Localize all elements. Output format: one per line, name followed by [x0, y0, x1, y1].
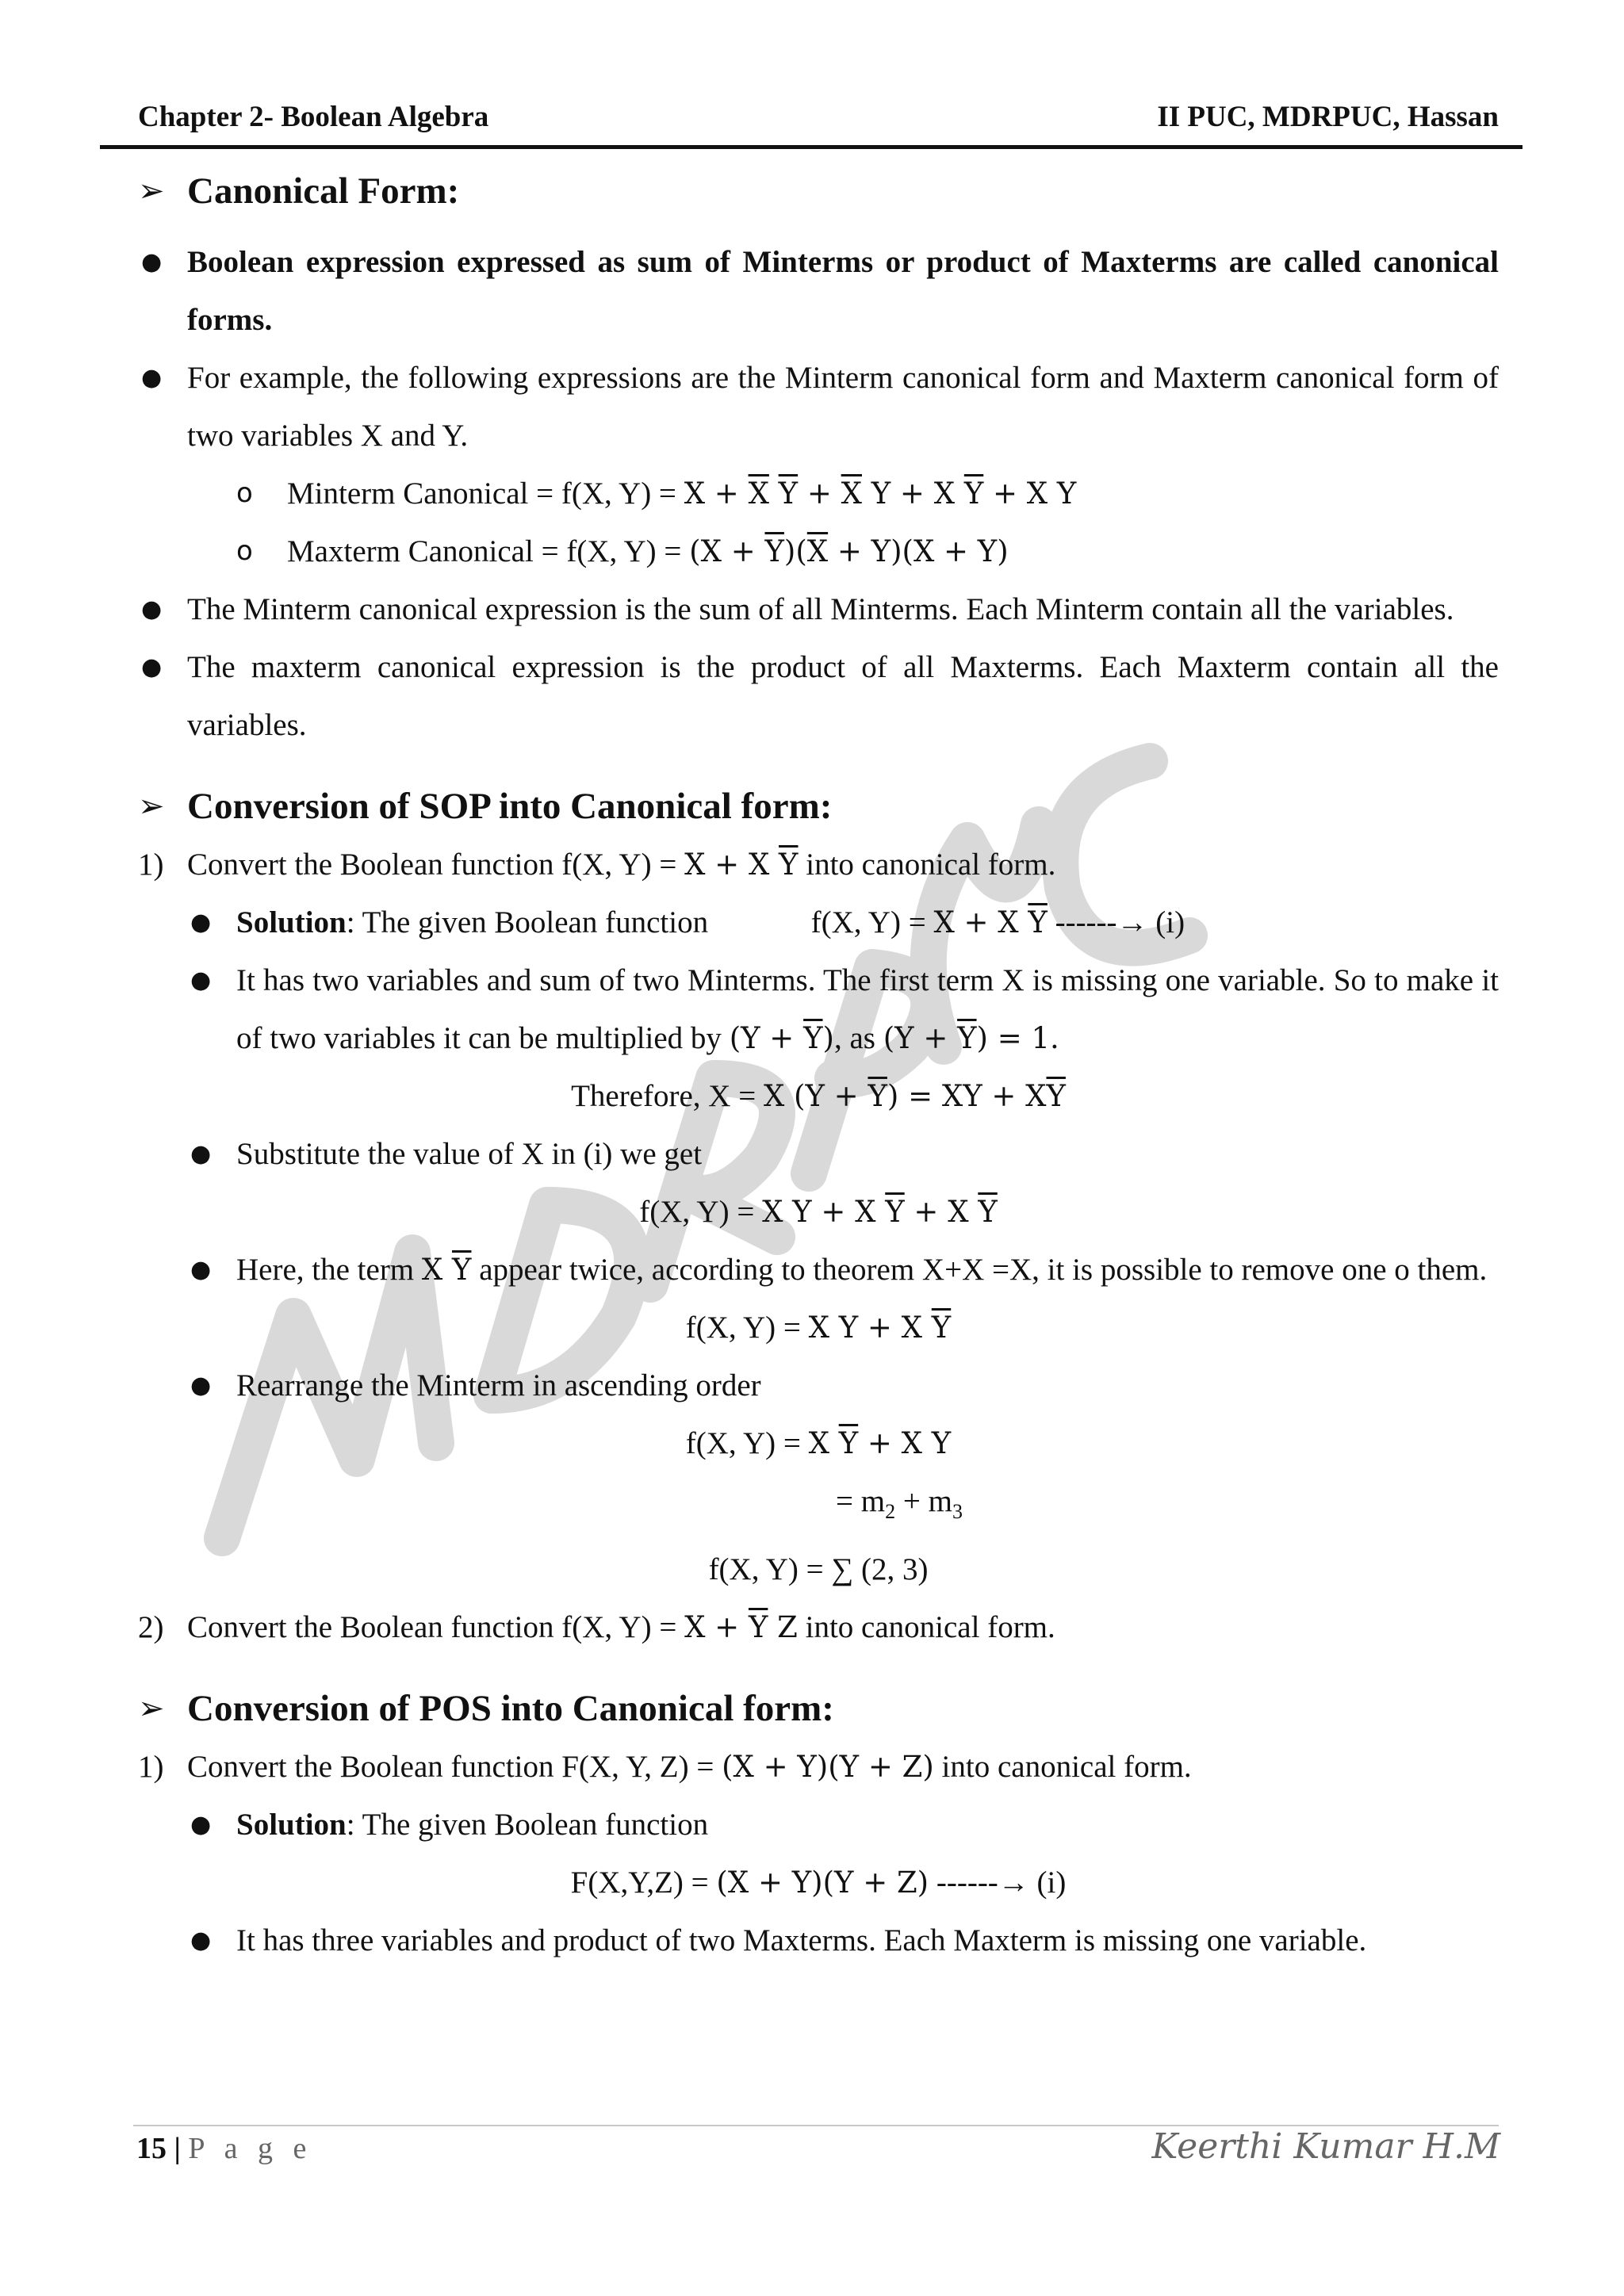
- maxterm-label: Maxterm Canonical = f(X, Y) =: [287, 534, 690, 568]
- expression: X + X $\overline{Y}$: [933, 905, 1048, 939]
- equation-label: f(X, Y) =: [639, 1195, 763, 1229]
- list-item: [138, 1241, 1499, 1299]
- equation-line: [138, 1183, 1499, 1241]
- solution-label: Solution: [236, 1807, 347, 1842]
- paragraph-text: appear twice, according to theorem X+X =X, it is possible to remove one o them.: [471, 1253, 1488, 1287]
- paragraph-text: The maxterm canonical expression is the product of all Maxterms. Each Maxterm contain all the variables.: [187, 650, 1499, 742]
- list-item: [138, 1357, 1499, 1414]
- equation-label: f(X, Y) =: [685, 1311, 809, 1345]
- bullet-icon: ●: [190, 1140, 212, 1168]
- arrow-bullet-icon: ➢: [138, 1689, 165, 1727]
- equation-line: [138, 1414, 1499, 1472]
- header-institution: II PUC, MDRPUC, Hassan: [1157, 101, 1499, 133]
- solution-label: Solution: [236, 905, 347, 939]
- list-item: [138, 638, 1499, 754]
- minterm-sum: = m: [836, 1484, 886, 1518]
- list-item: [138, 522, 1499, 580]
- expression: X Y + X $\overline{Y} + X$ $\overline{Y}$: [762, 1195, 998, 1229]
- expression: (X + Y)(Y + Z): [722, 1749, 934, 1784]
- list-item: [138, 1911, 1499, 1969]
- solution-text: : The given Boolean function: [346, 905, 709, 939]
- question-number: 1): [138, 1749, 164, 1784]
- paragraph-text: , as: [833, 1021, 883, 1055]
- bullet-icon: ●: [190, 909, 212, 936]
- question-item: [138, 836, 1499, 894]
- equation-label: Therefore, X =: [571, 1079, 764, 1113]
- bullet-icon: ●: [141, 248, 163, 276]
- section-heading-sop-conversion: [138, 778, 1499, 836]
- section-title: Conversion of POS into Canonical form:: [187, 1687, 834, 1729]
- list-item: [138, 349, 1499, 465]
- paragraph-text: The Minterm canonical expression is the sum of all Minterms. Each Minterm contain all the variables.: [187, 592, 1454, 626]
- arrow-bullet-icon: ➢: [138, 788, 165, 825]
- list-item: [138, 894, 1499, 951]
- equation-line: [138, 1299, 1499, 1357]
- page-number: [136, 2131, 312, 2166]
- header-chapter-title: Chapter 2- Boolean Algebra: [138, 101, 489, 133]
- page-content: [138, 163, 1499, 1969]
- section-heading-canonical-form: [138, 163, 1499, 220]
- question-text: Convert the Boolean function f(X, Y) =: [187, 848, 685, 882]
- definition-text: Boolean expression expressed as sum of Minterms or product of Maxterms are called canonical forms.: [187, 245, 1499, 337]
- expression: (X + Y)(Y + Z): [716, 1865, 929, 1900]
- expression: $X + \overline{Y}$ Z: [684, 1609, 798, 1644]
- equation-label: f(X, Y) =: [685, 1426, 809, 1460]
- example-text: For example, the following expressions are the Minterm canonical form and Maxterm canonical form of two variables X and Y.: [187, 361, 1499, 453]
- question-item: [138, 1738, 1499, 1796]
- bullet-icon: ●: [190, 1372, 212, 1399]
- list-item: [138, 465, 1499, 522]
- list-item: [138, 233, 1499, 349]
- maxterm-expression: $(X + \overline{Y})(\overline{X} + Y)(X + Y)$: [689, 534, 1009, 568]
- equation-label: F(X,Y,Z) =: [570, 1865, 717, 1900]
- equation-line: [138, 1540, 1499, 1598]
- question-number: 1): [138, 848, 164, 882]
- page-number-value: 15: [136, 2132, 167, 2165]
- expression: X $\overline{Y}$: [421, 1253, 472, 1287]
- paragraph-text: Here, the term: [236, 1253, 422, 1287]
- arrow-bullet-icon: ➢: [138, 173, 165, 209]
- expression: $(Y + \overline{Y})$: [729, 1021, 834, 1055]
- section-title: Canonical Form:: [187, 170, 460, 212]
- paragraph-text: It has two variables and sum of two Minterms. The first term X is missing one variable. So to make it of two variables it can be multiplied by: [236, 963, 1499, 1055]
- minterm-label: Minterm Canonical = f(X, Y) =: [287, 476, 684, 511]
- question-text: Convert the Boolean function f(X, Y) =: [187, 1609, 685, 1644]
- equation-line: [138, 1854, 1499, 1911]
- expression: $(Y + \overline{Y}) = 1$.: [883, 1021, 1059, 1055]
- equation-line: = $m_2 + m_3$: [836, 1484, 963, 1523]
- header-rule: [100, 145, 1522, 149]
- equation-tag: ------→ (i): [929, 1865, 1067, 1900]
- sigma-notation: f(X, Y) = ∑ (2, 3): [708, 1552, 929, 1586]
- bullet-icon: ●: [141, 595, 163, 623]
- question-text: into canonical form.: [798, 848, 1056, 882]
- page-separator: |: [167, 2132, 189, 2165]
- circle-bullet-icon: o: [236, 477, 253, 509]
- paragraph-text: Rearrange the Minterm in ascending order: [236, 1368, 761, 1402]
- expression: X Y + X $\overline{Y}$: [808, 1311, 952, 1345]
- paragraph-text: Substitute the value of X in (i) we get: [236, 1137, 703, 1171]
- bullet-icon: ●: [190, 1256, 212, 1284]
- equation-tag: ------→ (i): [1047, 905, 1185, 939]
- bullet-icon: ●: [190, 1810, 212, 1839]
- section-title: Conversion of SOP into Canonical form:: [187, 786, 833, 827]
- expression: X + X $\overline{Y}$: [684, 848, 799, 882]
- list-item: [138, 1125, 1499, 1183]
- question-item: [138, 1598, 1499, 1656]
- equation-line: [138, 1067, 1499, 1125]
- page-word: P a g e: [188, 2132, 313, 2165]
- question-number: 2): [138, 1609, 164, 1644]
- author-name: Keerthi Kumar H.M: [1151, 2126, 1500, 2167]
- expression: X $(Y + \overline{Y})$ = XY + $X\overline{Y}$: [763, 1079, 1066, 1113]
- bullet-icon: ●: [141, 653, 163, 681]
- paragraph-text: It has three variables and product of two Maxterms. Each Maxterm is missing one variable.: [236, 1923, 1367, 1957]
- page-header: [138, 100, 1499, 140]
- solution-text: : The given Boolean function: [346, 1807, 709, 1842]
- expression: X $\overline{Y} + X$ Y: [808, 1426, 952, 1460]
- question-text: Convert the Boolean function F(X, Y, Z) =: [187, 1749, 722, 1784]
- bullet-icon: ●: [141, 364, 163, 392]
- circle-bullet-icon: o: [236, 535, 253, 567]
- list-item: [138, 951, 1499, 1067]
- list-item: [138, 1796, 1499, 1854]
- bullet-icon: ●: [190, 1926, 212, 1954]
- list-item: [138, 580, 1499, 638]
- question-text: into canonical form.: [933, 1749, 1192, 1784]
- bullet-icon: ●: [190, 966, 212, 994]
- question-text: into canonical form.: [797, 1609, 1055, 1644]
- minterm-expression: $X + \overline{X}$ $\overline{Y} + \overline{X}$ Y + X $\overline{Y} + X$ Y: [684, 476, 1077, 511]
- section-heading-pos-conversion: [138, 1680, 1499, 1738]
- equation-label: f(X, Y) =: [810, 905, 934, 939]
